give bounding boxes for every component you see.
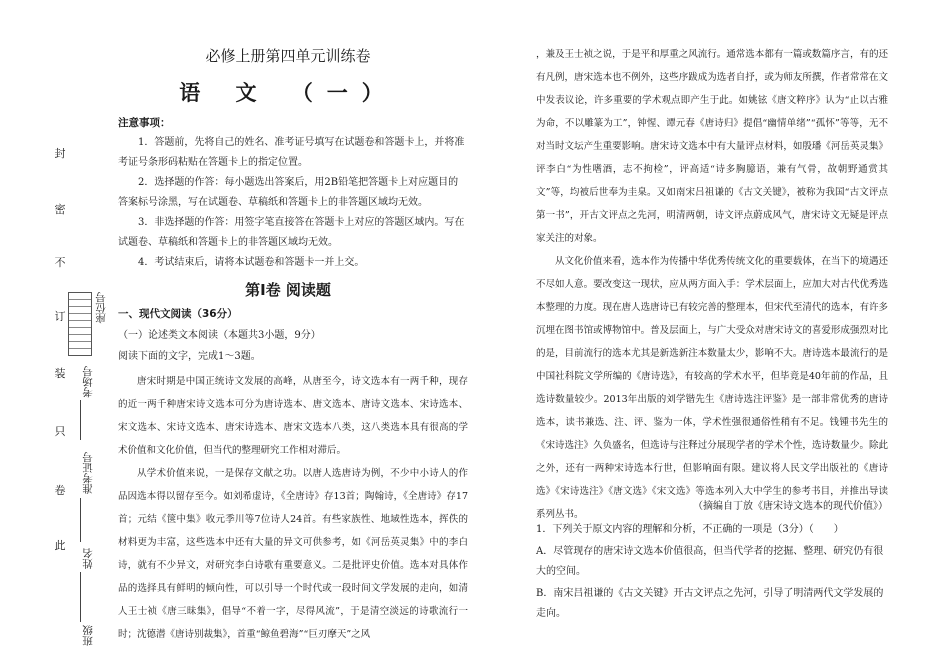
reading-instruction: 阅读下面的文字，完成1～3题。 [118,351,261,362]
seal-char: 密 [54,203,66,216]
seat-number-box[interactable] [68,292,92,356]
part-heading: 一、现代文阅读（36分） [118,308,238,320]
essay-paragraph: 从文化价值来看，选本作为传播中华优秀传统文化的重要载体，在当下的境遇还不尽如人意。要改变这一现状，应从两方面入手：学术层面上，应加大对古代优秀选本整理的力度。现在唐人选唐诗已有较完善的整理本，但宋代至清代的选本，有许多沉埋在图书馆或博物馆中。普及层面上，与广大受众对唐宋诗文的喜爱形成强烈对比的是，目前流行的选本尤其是新选新注本数量太少，影响不大。唐诗选本最流行的是中国社科院文学所编的《唐诗选》，有较高的学术水平，但毕竟是40年前的作品，且选诗数量较少。2013年出版的刘学锴先生《唐诗选注评鉴》是一部非常优秀的唐诗选本，读书兼选、注、评、鉴为一体，学术性强很通俗性稍有不足。钱锺书先生的《宋诗选注》久负盛名，但选诗与注释过分展现学者的学术个性，选诗数量少。除此之外，还有一两种宋诗选本行世，但影响面有限。建议将人民文学出版社的《唐诗选》《宋诗选注》《唐文选》《宋文选》等选本列入大中学生的参考书目，并推出导读系列丛书。 [536,256,888,520]
seal-char: 卷 [54,484,66,497]
exam-room-line[interactable] [80,400,81,440]
seal-char: 此 [54,539,66,552]
note-item: 1．答题前，先将自己的姓名、准考证号填写在试题卷和答题卡上，并将准考证号条形码粘贴在答题卡上的指定位置。 [118,137,465,168]
section-title: 第Ⅰ卷 阅读题 [245,281,331,299]
seal-char: 订 [54,310,66,323]
seat-number-label: 座位号 [95,292,107,324]
exam-title: 语 文 （一） [179,81,397,105]
question-option-a[interactable]: A．尽管现存的唐宋诗文选本价值很高，但当代学者的挖掘、整理、研究仍有很大的空间。 [536,546,884,577]
essay-right [536,43,888,526]
essay-paragraph: 唐宋时期是中国正统诗文发展的高峰，从唐至今，诗文选本有一两千种，现存的近一两千种唐宋诗文选本可分为唐诗选本、唐文选本、唐诗文选本、宋诗选本、宋文选本、宋诗文选本、唐宋诗选本、唐宋文选本八类，这八类选本具有很高的学术价值和文化价值，但当代的整理研究工作相对滞后。 [118,376,468,456]
essay-source: （摘编自丁放《唐宋诗文选本的现代价值》） [693,501,888,512]
exam-subtitle: 必修上册第四单元训练卷 [205,47,371,65]
essay-paragraph: 从学术价值来说，一是保存文献之功。以唐人选唐诗为例，不少中小诗人的作品因选本得以留存至今。如刘希虚诗，《全唐诗》存13首；陶翰诗，《全唐诗》存17首；元结《箧中集》收元季川等7位诗人24首。有些家族性、地域性选本，挥佚的材料更为丰富，这些选本中还有大量的异文可供参考，如《河岳英灵集》中的李白诗，就有不少异文，对研究李白诗歌有重要意义。二是批评史价值。选本对具体作品的选择具有鲜明的倾向性，可以引导一个时代或一段时间文学发展的走向，如清人王士祯《唐三昧集》，倡导“不着一字，尽得风流”，于是清空淡远的诗歌流行一时；沈德潜《唐诗别裁集》，首重“鲸鱼碧海”“巨刃摩天”之风 [118,468,468,640]
class-label: 班级 [82,625,94,646]
note-item: 3．非选择题的作答：用签字笔直接答在答题卡上对应的答题区域内。写在试题卷、草稿纸和答题卡上的非答题区域均无效。 [118,217,465,248]
essay-paragraph: ，兼及王士祯之说，于是平和厚重之风流行。通常选本都有一篇或数篇序言，有的还有凡例，唐宋选本也不例外，这些序跋成为选者自抒，或为师友所撰，作者常常在文中发表议论，许多重要的学术观点即产生于此。如姚铉《唐文粹序》认为“止以古雅为命，不以雕篆为工”，钟惺、谭元春《唐诗归》提倡“幽情单绪”“孤怀”等等，无不对当时文坛产生重要影响。唐宋诗文选本中有大量评点材料，如殷璠《河岳英灵集》评李白“为性嗜酒，志不拘检”，评高适“诗多胸臆语，兼有气骨，故朝野通赏其文”等，均被后世奉为圭臬。又如南宋吕祖谦的《古文关键》，被称为我国“古文评点第一书”，开古文评点之先河，明清两朝，诗文评点蔚成风气，唐宋诗文无疑是评点家关注的对象。 [536,49,888,244]
exam-room-label: 考场号 [82,366,94,398]
seal-char: 封 [54,147,66,160]
subpart-heading: （一）论述类文本阅读（本题共3小题，9分） [118,330,321,341]
seal-char: 只 [54,425,66,438]
question-1 [536,520,888,626]
essay-left [118,370,468,646]
seal-char: 装 [54,367,66,380]
notes-heading: 注意事项： [118,117,171,129]
notes-list [118,133,466,273]
ticket-number-line[interactable] [80,498,81,542]
question-stem: 1．下列关于原文内容的理解和分析，不正确的一项是（3分）（ ） [536,524,844,535]
name-line[interactable] [80,572,81,622]
seal-char: 不 [54,256,66,269]
note-item: 4．考试结束后，请将本试题卷和答题卡一并上交。 [138,257,365,268]
question-option-b[interactable]: B．南宋吕祖谦的《古文关键》开古文评点之先河，引导了明清两代文学发展的走向。 [536,588,884,619]
name-label: 姓名 [82,548,94,569]
note-item: 2．选择题的作答：每小题选出答案后，用2B铅笔把答题卡上对应题目的答案标号涂黑，写在试题卷、草稿纸和答题卡上的非答题区域均无效。 [118,177,459,208]
binding-margin [0,0,110,671]
ticket-number-label: 准考证号 [82,452,94,494]
